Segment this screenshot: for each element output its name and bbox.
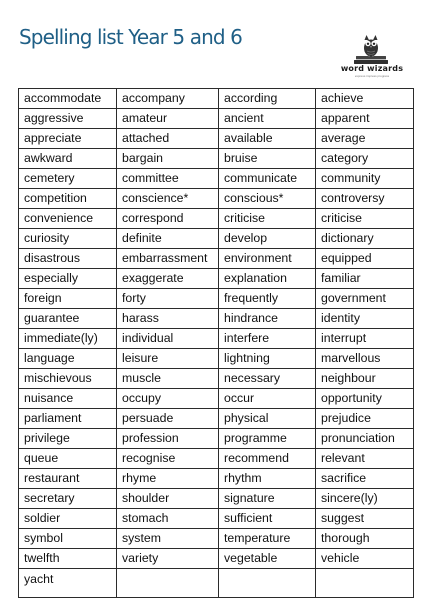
spelling-word-cell: accommodate [19, 89, 117, 109]
spelling-table [18, 88, 414, 598]
table-row [19, 129, 414, 149]
spelling-word-cell: marvellous [316, 349, 414, 369]
spelling-word-cell: appreciate [19, 129, 117, 149]
spelling-word-cell: definite [117, 229, 219, 249]
table-row [19, 189, 414, 209]
spelling-word-cell: harass [117, 309, 219, 329]
spelling-word-cell: twelfth [19, 549, 117, 569]
spelling-word-cell [117, 569, 219, 598]
page-title: Spelling list Year 5 and 6 [19, 25, 242, 49]
spelling-word-cell: yacht [19, 569, 117, 598]
spelling-word-cell: committee [117, 169, 219, 189]
spelling-word-cell: parliament [19, 409, 117, 429]
table-row [19, 269, 414, 289]
table-row [19, 449, 414, 469]
table-row [19, 329, 414, 349]
spelling-word-cell: cemetery [19, 169, 117, 189]
spelling-word-cell: soldier [19, 509, 117, 529]
spelling-word-cell: government [316, 289, 414, 309]
table-row [19, 109, 414, 129]
spelling-word-cell: mischievous [19, 369, 117, 389]
spelling-word-cell: sufficient [219, 509, 316, 529]
table-row [19, 309, 414, 329]
table-row [19, 469, 414, 489]
spelling-word-cell: sincere(ly) [316, 489, 414, 509]
spelling-word-cell: secretary [19, 489, 117, 509]
spelling-word-cell: attached [117, 129, 219, 149]
spelling-word-cell: curiosity [19, 229, 117, 249]
spelling-word-cell: category [316, 149, 414, 169]
spelling-word-cell: symbol [19, 529, 117, 549]
spelling-word-cell: conscious* [219, 189, 316, 209]
spelling-word-cell: embarrassment [117, 249, 219, 269]
spelling-word-cell: vegetable [219, 549, 316, 569]
spelling-word-cell: bruise [219, 149, 316, 169]
spelling-word-cell: programme [219, 429, 316, 449]
table-row [19, 169, 414, 189]
spelling-word-cell: accompany [117, 89, 219, 109]
spelling-word-cell: opportunity [316, 389, 414, 409]
spelling-word-cell: correspond [117, 209, 219, 229]
spelling-word-cell: relevant [316, 449, 414, 469]
spelling-word-cell: ancient [219, 109, 316, 129]
spelling-word-cell: average [316, 129, 414, 149]
word-wizards-logo [336, 30, 408, 82]
spelling-word-cell: guarantee [19, 309, 117, 329]
spelling-word-cell: environment [219, 249, 316, 269]
spelling-word-cell: profession [117, 429, 219, 449]
spelling-word-cell: variety [117, 549, 219, 569]
spelling-word-cell: dictionary [316, 229, 414, 249]
spelling-word-cell: community [316, 169, 414, 189]
spelling-word-cell: according [219, 89, 316, 109]
spelling-word-cell: criticise [219, 209, 316, 229]
table-row [19, 249, 414, 269]
spelling-word-cell: communicate [219, 169, 316, 189]
spelling-word-cell: familiar [316, 269, 414, 289]
spelling-word-cell: thorough [316, 529, 414, 549]
spelling-word-cell: muscle [117, 369, 219, 389]
table-row [19, 209, 414, 229]
spelling-word-cell: neighbour [316, 369, 414, 389]
table-row [19, 489, 414, 509]
spelling-word-cell: vehicle [316, 549, 414, 569]
spelling-word-cell: sacrifice [316, 469, 414, 489]
spelling-word-cell: especially [19, 269, 117, 289]
spelling-word-cell: equipped [316, 249, 414, 269]
spelling-word-cell: available [219, 129, 316, 149]
spelling-word-cell: signature [219, 489, 316, 509]
spelling-word-cell: stomach [117, 509, 219, 529]
spelling-word-cell: suggest [316, 509, 414, 529]
table-row [19, 149, 414, 169]
logo-tagline: express impress progress [354, 74, 390, 78]
spelling-word-cell: disastrous [19, 249, 117, 269]
spelling-word-cell: identity [316, 309, 414, 329]
table-row [19, 369, 414, 389]
logo-wordmark: word wizards [340, 64, 404, 73]
spelling-word-cell: temperature [219, 529, 316, 549]
spelling-word-cell: awkward [19, 149, 117, 169]
spelling-word-cell: occupy [117, 389, 219, 409]
spelling-word-cell: occur [219, 389, 316, 409]
spelling-word-cell: apparent [316, 109, 414, 129]
spelling-word-cell [219, 569, 316, 598]
spelling-word-cell: aggressive [19, 109, 117, 129]
table-row [19, 229, 414, 249]
spelling-word-cell: persuade [117, 409, 219, 429]
table-row [19, 89, 414, 109]
spelling-word-cell: bargain [117, 149, 219, 169]
spelling-word-cell: shoulder [117, 489, 219, 509]
spelling-word-cell: recommend [219, 449, 316, 469]
spelling-word-cell: controversy [316, 189, 414, 209]
table-row [19, 349, 414, 369]
spelling-word-cell: prejudice [316, 409, 414, 429]
spelling-word-cell: individual [117, 329, 219, 349]
spelling-word-cell: competition [19, 189, 117, 209]
spelling-word-cell: pronunciation [316, 429, 414, 449]
table-row [19, 409, 414, 429]
spelling-word-cell: privilege [19, 429, 117, 449]
spelling-word-cell: language [19, 349, 117, 369]
table-row [19, 429, 414, 449]
spelling-word-cell: system [117, 529, 219, 549]
spelling-word-cell: leisure [117, 349, 219, 369]
spelling-word-cell: nuisance [19, 389, 117, 409]
spelling-word-cell: immediate(ly) [19, 329, 117, 349]
table-row [19, 529, 414, 549]
spelling-word-cell: develop [219, 229, 316, 249]
spelling-word-cell: amateur [117, 109, 219, 129]
spelling-word-cell: recognise [117, 449, 219, 469]
spelling-word-cell: rhythm [219, 469, 316, 489]
spelling-word-cell: conscience* [117, 189, 219, 209]
table-row [19, 569, 414, 598]
spelling-word-cell: foreign [19, 289, 117, 309]
spelling-word-cell: forty [117, 289, 219, 309]
spelling-word-cell: restaurant [19, 469, 117, 489]
table-row [19, 389, 414, 409]
spelling-word-cell: queue [19, 449, 117, 469]
spelling-word-cell: exaggerate [117, 269, 219, 289]
spelling-word-cell: interfere [219, 329, 316, 349]
table-row [19, 549, 414, 569]
spelling-word-cell: convenience [19, 209, 117, 229]
table-row [19, 289, 414, 309]
spelling-word-cell [316, 569, 414, 598]
spelling-word-cell: lightning [219, 349, 316, 369]
spelling-word-cell: physical [219, 409, 316, 429]
spelling-word-cell: frequently [219, 289, 316, 309]
spelling-word-cell: explanation [219, 269, 316, 289]
spelling-word-cell: criticise [316, 209, 414, 229]
table-row [19, 509, 414, 529]
spelling-word-cell: achieve [316, 89, 414, 109]
spelling-word-cell: rhyme [117, 469, 219, 489]
spelling-word-cell: hindrance [219, 309, 316, 329]
spelling-word-cell: interrupt [316, 329, 414, 349]
spelling-word-cell: necessary [219, 369, 316, 389]
